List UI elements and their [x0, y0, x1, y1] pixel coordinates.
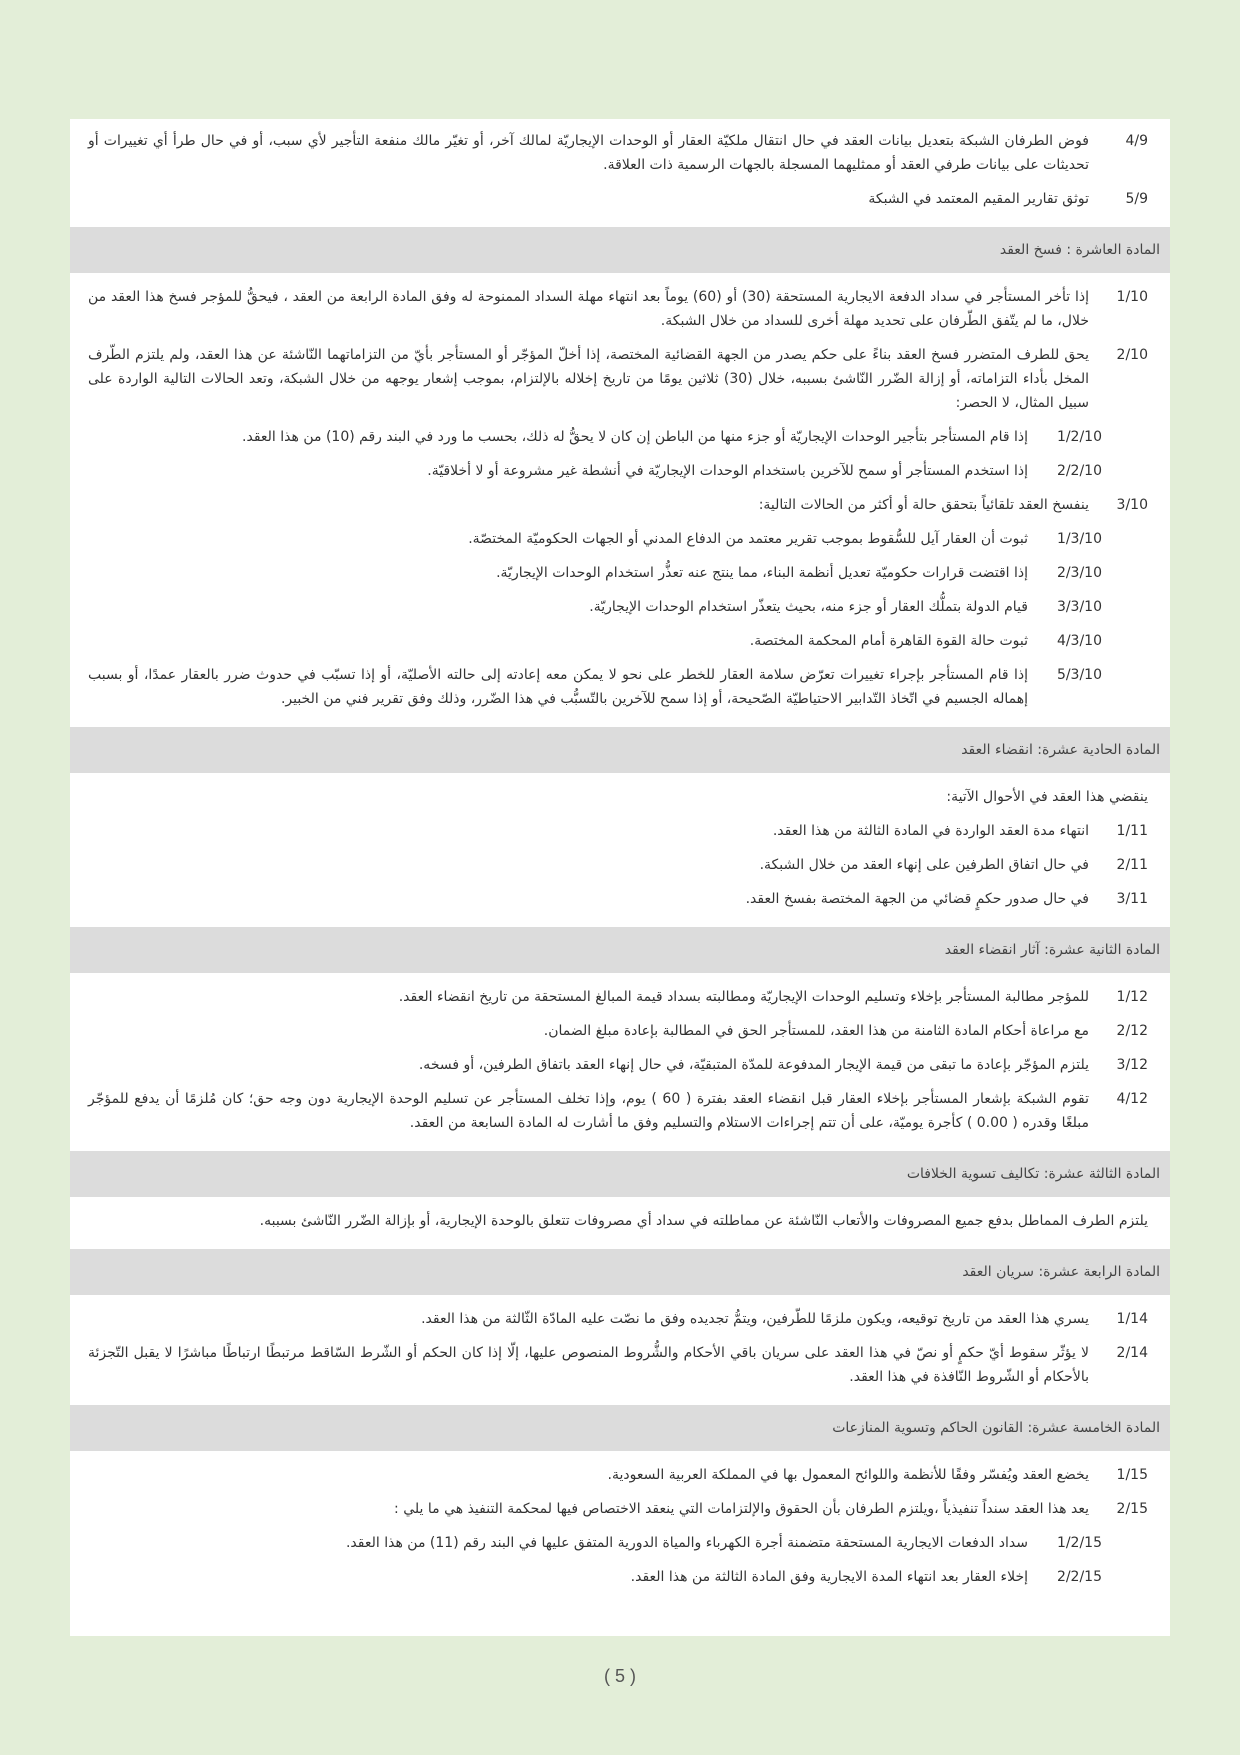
clause	[70, 1497, 1170, 1521]
clause-number: 4/9	[1125, 133, 1148, 149]
sub-clause	[70, 1565, 1170, 1589]
sub-clause	[70, 527, 1170, 551]
clause	[70, 1053, 1170, 1077]
clause-text: لا يؤثّر سقوط أيّ حكمٍ أو نصّ في هذا العقد على سريان باقي الأحكام والشُّروط المنصوص عليها، إلّا إذا كان الحكم أو الشّرط السّاقط مرتبطًا ارتباطًا مباشرًا لا يقبل التّجزئة بالأحكام أو الشّروط النّافذة في هذا العقد.	[88, 1345, 1089, 1385]
article15-title: المادة الخامسة عشرة: القانون الحاكم وتسوية المنازعات	[70, 1405, 1170, 1451]
clause-number: 1/3/10	[1056, 531, 1102, 547]
clause-number: 3/3/10	[1056, 599, 1102, 615]
article12-body	[70, 973, 1170, 1151]
sub-clause	[70, 425, 1170, 449]
clause-number: 1/2/15	[1056, 1535, 1102, 1551]
clause-number: 2/15	[1116, 1501, 1148, 1517]
clause-text: ثبوت أن العقار آيل للسُّقوط بموجب تقرير معتمد من الدفاع المدني أو الجهات الحكوميّة المختصّة.	[468, 531, 1028, 547]
clause	[70, 887, 1170, 911]
clause	[70, 285, 1170, 333]
sub-clause	[70, 663, 1170, 711]
article13-body	[70, 1197, 1170, 1249]
clause	[70, 493, 1170, 517]
clause	[70, 1307, 1170, 1331]
clause-number: 3/11	[1116, 891, 1148, 907]
clause-text: إذا اقتضت قرارات حكوميّة تعديل أنظمة البناء، مما ينتج عنه تعذُّر استخدام الوحدات الإيجاريّة.	[496, 565, 1028, 581]
article15-body	[70, 1451, 1170, 1605]
article13-text: يلتزم الطرف المماطل بدفع جميع المصروفات والأتعاب النّاشئة عن مماطلته في سداد أي مصروفات تتعلق بالوحدة الإيجارية، أو بإزالة الضّرر النّاشئ بسببه.	[259, 1213, 1148, 1229]
clause-text: إخلاء العقار بعد انتهاء المدة الايجارية وفق المادة الثالثة من هذا العقد.	[630, 1569, 1028, 1585]
sub-clause	[70, 561, 1170, 585]
sub-clause	[70, 1531, 1170, 1555]
article11-body	[70, 773, 1170, 927]
clause-text: يسري هذا العقد من تاريخ توقيعه، ويكون ملزمًا للطّرفين، ويتمُّ تجديده وفق ما نصّت عليه المادّة الثّالثة من هذا العقد.	[421, 1311, 1089, 1327]
clause-number: 2/10	[1116, 347, 1148, 363]
clause-number: 1/12	[1116, 989, 1148, 1005]
article14-title: المادة الرابعة عشرة: سريان العقد	[70, 1249, 1170, 1295]
article10-body	[70, 273, 1170, 727]
clause	[70, 985, 1170, 1009]
clause-text: انتهاء مدة العقد الواردة في المادة الثالثة من هذا العقد.	[772, 823, 1089, 839]
article10-title: المادة العاشرة : فسخ العقد	[70, 227, 1170, 273]
article12-title: المادة الثانية عشرة: آثار انقضاء العقد	[70, 927, 1170, 973]
clause-number: 2/3/10	[1056, 565, 1102, 581]
clause-number: 5/3/10	[1056, 667, 1102, 683]
clause	[70, 129, 1170, 177]
clause-number: 2/11	[1116, 857, 1148, 873]
clause-text: يخضع العقد ويُفسّر وفقًا للأنظمة واللوائح المعمول بها في المملكة العربية السعودية.	[607, 1467, 1089, 1483]
clause-number: 1/14	[1116, 1311, 1148, 1327]
clause-number: 4/3/10	[1056, 633, 1102, 649]
clause-number: 2/2/15	[1056, 1569, 1102, 1585]
clause-text: تقوم الشبكة بإشعار المستأجر بإخلاء العقار قبل انقضاء العقد بفترة ( 60 ) يوم، وإذا تخلف المستأجر عن تسليم الوحدة الإيجارية دون وجه حق؛ كان مُلزمًا أن يدفع للمؤجّر مبلغًا وقدره ( 0.00 ) كأجرة يوميّة، على أن تتم إجراءات الاستلام والتسليم وفق ما أشارت له المادة السابعة من العقد.	[88, 1091, 1089, 1131]
clause-number: 2/12	[1116, 1023, 1148, 1039]
clause	[70, 853, 1170, 877]
clause	[70, 819, 1170, 843]
clause-text: إذا قام المستأجر بتأجير الوحدات الإيجاريّة أو جزء منها من الباطن إن كان لا يحقُّ له ذلك، بحسب ما ورد في البند رقم (10) من هذا العقد.	[242, 429, 1028, 445]
page-number: ( 5 )	[603, 1666, 636, 1686]
clause	[70, 187, 1170, 211]
clause-text: توثق تقارير المقيم المعتمد في الشبكة	[868, 191, 1089, 207]
document-content	[70, 119, 1170, 1605]
clause-text: في حال اتفاق الطرفين على إنهاء العقد من خلال الشبكة.	[759, 857, 1089, 873]
clause	[70, 343, 1170, 415]
clause-text: ينفسخ العقد تلقائياً بتحقق حالة أو أكثر من الحالات التالية:	[758, 497, 1089, 513]
article11-title: المادة الحادية عشرة: انقضاء العقد	[70, 727, 1170, 773]
article13-title: المادة الثالثة عشرة: تكاليف تسوية الخلافات	[70, 1151, 1170, 1197]
clause-number: 3/12	[1116, 1057, 1148, 1073]
clause-text: يلتزم المؤجّر بإعادة ما تبقى من قيمة الإيجار المدفوعة للمدّة المتبقيّة، في حال إنهاء العقد باتفاق الطرفين، أو فسخه.	[418, 1057, 1089, 1073]
clause	[70, 1019, 1170, 1043]
clause	[70, 1463, 1170, 1487]
clause-number: 2/2/10	[1056, 463, 1102, 479]
clause-text: فوض الطرفان الشبكة بتعديل بيانات العقد في حال انتقال ملكيّة العقار أو الوحدات الإيجاريّة لمالك آخر، أو تغيّر مالك منفعة التأجير لأي سبب، أو في حال طرأ أي تغييرات أو تحديثات على بيانات طرفي العقد أو ممثليهما المسجلة بالجهات الرسمية ذات العلاقة.	[88, 133, 1089, 173]
clause-number: 1/10	[1116, 289, 1148, 305]
clause-number: 1/2/10	[1056, 429, 1102, 445]
clause-text: يحق للطرف المتضرر فسخ العقد بناءً على حكم يصدر من الجهة القضائية المختصة، إذا أخلّ المؤجّر أو المستأجر بأيّ من التزاماتهما النّاشئة عن هذا العقد، ولم يلتزم الطّرف المخل بأداء التزاماته، أو إزالة الضّرر النّاشئ بسببه، خلال (30) ثلاثين يومًا من تاريخ إخلاله بالإلتزام، بموجب إشعار يوجهه من خلال الشبكة، وتعد الحالات التالية الواردة على سبيل المثال، لا الحصر:	[88, 347, 1090, 411]
clause-text: إذا استخدم المستأجر أو سمح للآخرين باستخدام الوحدات الإيجاريّة في أنشطة غير مشروعة أو لا أخلاقيّة.	[427, 463, 1028, 479]
clause-number: 1/15	[1116, 1467, 1148, 1483]
clause-text: ثبوت حالة القوة القاهرة أمام المحكمة المختصة.	[749, 633, 1028, 649]
clause-text: للمؤجر مطالبة المستأجر بإخلاء وتسليم الوحدات الإيجاريّة ومطالبته بسداد قيمة المبالغ المستحقة من تاريخ انقضاء العقد.	[398, 989, 1089, 1005]
clause-text: سداد الدفعات الايجارية المستحقة متضمنة أجرة الكهرباء والمياة الدورية المتفق عليها في البند رقم (11) من هذا العقد.	[345, 1535, 1028, 1551]
sub-clause	[70, 459, 1170, 483]
clause	[70, 1341, 1170, 1389]
clause-number: 3/10	[1116, 497, 1148, 513]
article11-intro: ينقضي هذا العقد في الأحوال الآتية:	[946, 789, 1148, 805]
clause-text: في حال صدور حكمٍ قضائي من الجهة المختصة بفسخ العقد.	[745, 891, 1089, 907]
clause-text: إذا قام المستأجر بإجراء تغييرات تعرّض سلامة العقار للخطر على نحو لا يمكن معه إعادته إلى حالته الأصليّة، أو إذا تسبّب في حدوث ضرر بالعقار عمدًا، أو بسبب إهماله الجسيم في اتّخاذ التّدابير الاحتياطيّة الصّحيحة، أو إذا سمح للآخرين بالتّسبُّب في هذا الضّرر، وذلك وفق تقرير فني من الخبير.	[88, 667, 1028, 707]
clause-number: 4/12	[1116, 1091, 1148, 1107]
clause-number: 1/11	[1116, 823, 1148, 839]
clause-text: قيام الدولة بتملُّك العقار أو جزء منه، بحيث يتعذّر استخدام الوحدات الإيجاريّة.	[589, 599, 1028, 615]
clause-text: مع مراعاة أحكام المادة الثامنة من هذا العقد، للمستأجر الحق في المطالبة بإعادة مبلغ الضمان.	[543, 1023, 1089, 1039]
clause-number: 5/9	[1125, 191, 1148, 207]
article9-tail	[70, 119, 1170, 227]
clause	[70, 1087, 1170, 1135]
sub-clause	[70, 595, 1170, 619]
sub-clause	[70, 629, 1170, 653]
clause-text: إذا تأخر المستأجر في سداد الدفعة الايجارية المستحقة (30) أو (60) يوماً بعد انتهاء مهلة السداد الممنوحة له وفق المادة الرابعة من العقد ، فيحقُّ للمؤجر فسخ هذا العقد من خلال، ما لم يتّفق الطّرفان على تحديد مهلة أخرى للسداد من خلال الشبكة.	[88, 289, 1090, 329]
clause-number: 2/14	[1116, 1345, 1148, 1361]
clause-text: يعد هذا العقد سنداً تنفيذياً ،ويلتزم الطرفان بأن الحقوق والإلتزامات التي ينعقد الاختصاص فيها لمحكمة التنفيذ هي ما يلي :	[394, 1501, 1089, 1517]
article14-body	[70, 1295, 1170, 1405]
document-page	[70, 119, 1170, 1636]
